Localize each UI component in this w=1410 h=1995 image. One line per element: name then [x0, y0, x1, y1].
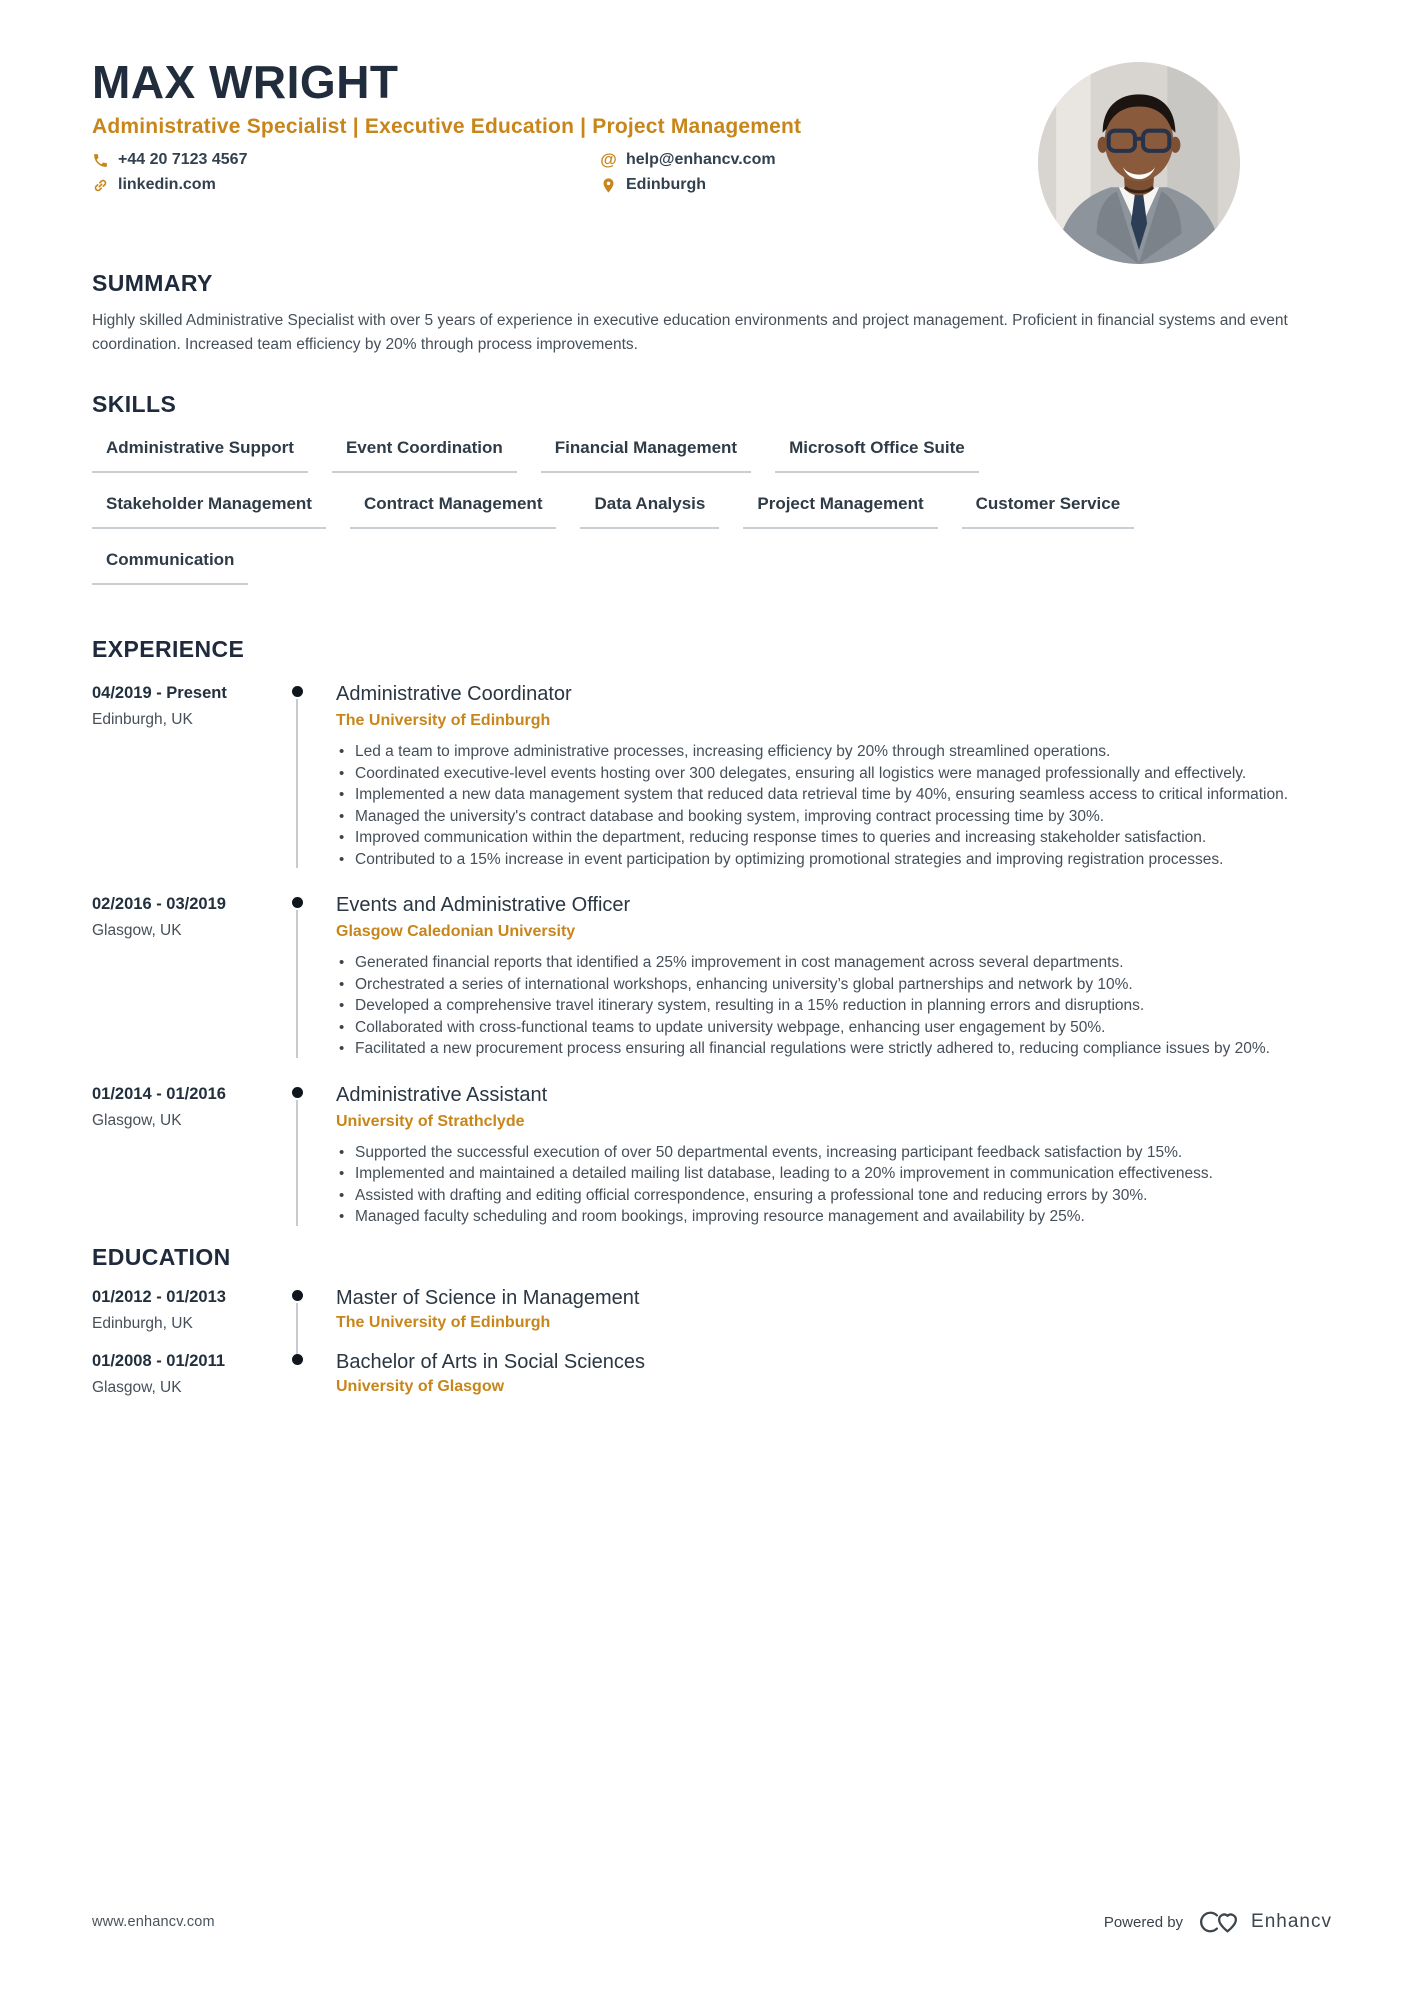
timeline-dot [292, 686, 303, 697]
header [92, 58, 1318, 230]
candidate-name: MAX WRIGHT [92, 56, 399, 108]
timeline-line [296, 910, 298, 1058]
school-name: The University of Edinburgh [336, 1313, 551, 1331]
bullet-item: • Facilitated a new procurement process ensuring all financial regulations were strictly adhered to, reducing compliance issues by 20%. [336, 1038, 1301, 1060]
email-contact[interactable] [600, 151, 1072, 169]
job-title: Administrative Coordinator [336, 683, 572, 705]
timeline-dot [292, 897, 303, 908]
candidate-title: Administrative Specialist | Executive Education | Project Management [92, 115, 802, 139]
bullet-item: • Supported the successful execution of over 50 departmental events, increasing participant feedback satisfaction by 15%. [336, 1142, 1301, 1164]
skills-heading: SKILLS [92, 391, 177, 417]
phone-icon [92, 152, 109, 169]
enhancv-logo-icon [1197, 1907, 1243, 1937]
company-name: Glasgow Caledonian University [336, 923, 576, 940]
phone-number: +44 20 7123 4567 [118, 151, 248, 169]
job-title: Administrative Assistant [336, 1083, 548, 1106]
timeline-dot [292, 1290, 303, 1301]
entry-dates: 01/2012 - 01/2013 [92, 1287, 226, 1306]
company-name: University of Strathclyde [336, 1112, 525, 1130]
entry-location: Glasgow, UK [92, 1111, 182, 1129]
bullet-list [336, 741, 1301, 870]
timeline-dot [292, 1087, 303, 1098]
timeline [292, 681, 336, 870]
email-address: help@enhancv.com [626, 151, 776, 169]
entry-meta [92, 1082, 292, 1228]
bullet-item: • Managed the university's contract database and booking system, improving contract processing time by 30%. [336, 806, 1301, 828]
entry-dates: 01/2008 - 01/2011 [92, 1351, 226, 1370]
summary-section [92, 270, 1318, 357]
entry-meta [92, 1285, 292, 1333]
skill-tag: Communication [92, 550, 248, 585]
entry-location: Glasgow, UK [92, 922, 182, 939]
education-entry [92, 1285, 1318, 1333]
skills-list [92, 438, 1192, 606]
skill-tag: Data Analysis [580, 494, 719, 529]
education-entry [92, 1349, 1318, 1397]
bullet-item: • Collaborated with cross-functional teams to update university webpage, enhancing user engagement by 50%. [336, 1017, 1301, 1039]
enhancv-logo[interactable] [1197, 1907, 1332, 1937]
bullet-item: • Implemented and maintained a detailed mailing list database, leading to a 20% improvement in communication effectiveness. [336, 1163, 1301, 1185]
linkedin-url: linkedin.com [118, 176, 216, 194]
experience-section [92, 636, 1318, 1228]
skills-section [92, 391, 1318, 606]
link-icon [92, 177, 109, 194]
bullet-item: • Assisted with drafting and editing official correspondence, ensuring a professional tone and reducing errors by 30%. [336, 1185, 1301, 1207]
location-contact [600, 176, 1072, 194]
timeline-dot [292, 1354, 303, 1365]
entry-dates: 01/2014 - 01/2016 [92, 1084, 226, 1103]
timeline-line [296, 699, 298, 868]
location-pin-icon [600, 177, 617, 194]
bullet-item: • Orchestrated a series of international workshops, enhancing university’s global partnerships and network by 10%. [336, 974, 1301, 996]
summary-heading: SUMMARY [92, 270, 213, 296]
bullet-item: • Managed faculty scheduling and room bookings, improving resource management and availability by 25%. [336, 1206, 1301, 1228]
bullet-item: • Led a team to improve administrative processes, increasing efficiency by 20% through streamlined operations. [336, 741, 1301, 763]
entry-meta [92, 1349, 292, 1397]
enhancv-logo-text: Enhancv [1251, 1911, 1332, 1932]
skill-tag: Administrative Support [92, 438, 308, 473]
location-text: Edinburgh [626, 176, 706, 194]
timeline [292, 892, 336, 1060]
experience-entry [92, 681, 1318, 870]
bullet-item: • Improved communication within the department, reducing response times to queries and increasing stakeholder satisfaction. [336, 827, 1301, 849]
entry-dates: 04/2019 - Present [92, 684, 227, 702]
experience-heading: EXPERIENCE [92, 636, 245, 662]
bullet-item: • Developed a comprehensive travel itinerary system, resulting in a 15% reduction in planning errors and disruptions. [336, 995, 1301, 1017]
experience-entry [92, 892, 1318, 1060]
skill-tag: Financial Management [541, 438, 751, 473]
linkedin-contact[interactable] [92, 176, 600, 194]
bullet-item: • Coordinated executive-level events hosting over 300 delegates, ensuring all logistics were managed professionally and effectively. [336, 763, 1301, 785]
timeline [292, 1082, 336, 1228]
skill-tag: Microsoft Office Suite [775, 438, 979, 473]
contact-info [92, 151, 1072, 194]
timeline [292, 1349, 336, 1397]
bullet-list [336, 952, 1301, 1060]
powered-by-label: Powered by [1103, 1913, 1184, 1931]
avatar [1038, 62, 1240, 264]
experience-entry [92, 1082, 1318, 1228]
degree-title: Bachelor of Arts in Social Sciences [336, 1350, 646, 1373]
timeline [292, 1285, 336, 1333]
entry-location: Edinburgh, UK [92, 1314, 193, 1332]
summary-text: Highly skilled Administrative Specialist with over 5 years of experience in executive education environments and project management. Proficient in financial systems and event coordination. Increased team efficiency by 20% through process improvements. [92, 312, 1288, 353]
at-icon: @ [600, 150, 617, 170]
skill-tag: Event Coordination [332, 438, 517, 473]
company-name: The University of Edinburgh [336, 712, 551, 729]
entry-meta [92, 681, 292, 870]
education-section [92, 1244, 1318, 1397]
skill-tag: Contract Management [350, 494, 557, 529]
degree-title: Master of Science in Management [336, 1286, 640, 1309]
bullet-item: • Implemented a new data management system that reduced data retrieval time by 40%, ensuring seamless access to critical information. [336, 784, 1301, 806]
phone-contact[interactable] [92, 151, 600, 169]
bullet-item: • Generated financial reports that identified a 25% improvement in cost management across several departments. [336, 952, 1301, 974]
footer-website-link[interactable]: www.enhancv.com [92, 1914, 215, 1930]
entry-dates: 02/2016 - 03/2019 [92, 895, 226, 913]
timeline-line [296, 1100, 298, 1226]
footer [92, 1907, 1332, 1937]
bullet-item: • Contributed to a 15% increase in event participation by optimizing promotional strategies and improving registration processes. [336, 849, 1301, 871]
school-name: University of Glasgow [336, 1377, 505, 1395]
education-heading: EDUCATION [92, 1243, 231, 1270]
powered-by-block [1104, 1907, 1332, 1937]
entry-meta [92, 892, 292, 1060]
job-title: Events and Administrative Officer [336, 894, 631, 916]
bullet-list [336, 1142, 1301, 1228]
skill-tag: Stakeholder Management [92, 494, 326, 529]
profile-photo [1038, 62, 1240, 264]
entry-location: Glasgow, UK [92, 1378, 182, 1396]
skill-tag: Project Management [743, 494, 937, 529]
skill-tag: Customer Service [962, 494, 1135, 529]
entry-location: Edinburgh, UK [92, 711, 193, 728]
